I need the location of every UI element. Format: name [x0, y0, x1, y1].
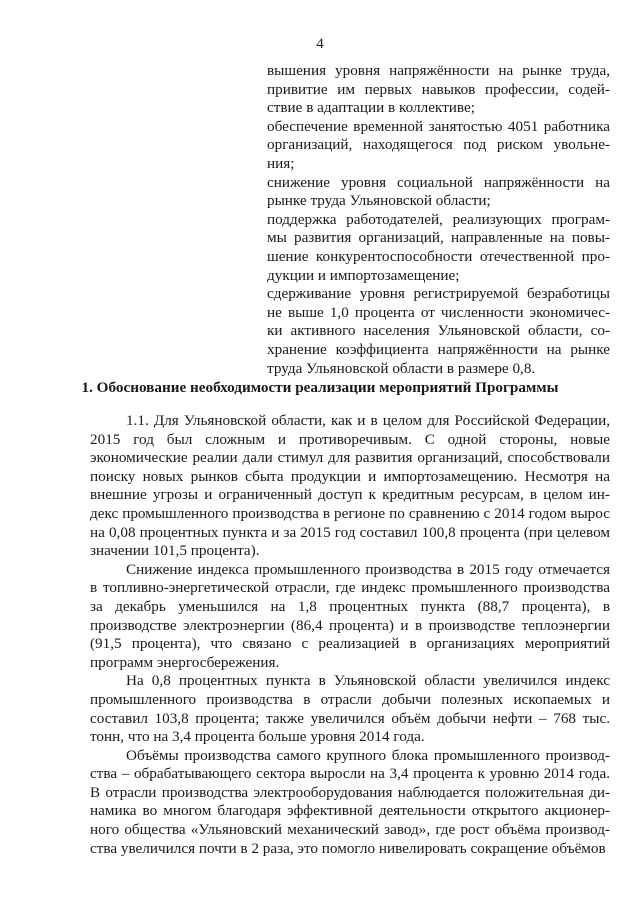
page-number: 4	[316, 36, 324, 52]
goals-list	[267, 62, 610, 378]
paragraph: На 0,8 процентных пункта в Ульяновской области увеличился индекс промышленного производства в отрасли добычи полезных ископаемых и составил 103,8 процента; также увеличился объём добычи нефти – 768 тыс. тонн, что на 3,4 процента больше уровня 2014 года.	[90, 672, 610, 746]
goal-item: снижение уровня социальной напряжённости на рынке труда Ульяновской области;	[267, 173, 610, 210]
goal-item: поддержка работодателей, реализующих програм-мы развития организаций, направленные на повы-шение конкурентоспособности отечественной про-дукции и импортозамещение;	[267, 210, 610, 284]
goal-item: вышения уровня напряжённости на рынке труда, привитие им первых навыков профессии, содей-ствие в адаптации в коллективе;	[267, 62, 610, 117]
paragraph: 1.1. Для Ульяновской области, как и в целом для Российской Федерации, 2015 год был сложным и противоречивым. С одной стороны, новые экономические реалии дали стимул для развития организаций, способствовали поиску новых рынков сбыта продукции и импортозамещению. Несмотря на внешние угрозы и ограниченный доступ к кредитным ресурсам, в целом ин-декс промышленного производства в регионе по сравнению с 2014 годом вырос на 0,08 процентных пункта и за 2015 год составил 100,8 процента (при целевом значении 101,5 процента).	[90, 412, 610, 560]
paragraph: Объёмы производства самого крупного блока промышленного производ-ства – обрабатывающего сектора выросли на 3,4 процента к уровню 2014 года. В отрасли производства электрооборудования наблюдается положительная ди-намика во многом благодаря эффективной деятельности открытого акционер-ного общества «Ульяновский механический завод», где рост объёма производ-ства увеличился почти в 2 раза, это помогло нивелировать сокращение объёмов	[90, 746, 610, 857]
paragraph: Снижение индекса промышленного производства в 2015 году отмечается в топливно-энергетической отрасли, где индекс промышленного производства за декабрь уменьшился на 1,8 процентных пункта (88,7 процента), в производстве электроэнергии (86,4 процента) и в производстве теплоэнергии (91,5 процента), что связано с реализацией в организациях мероприятий программ энергосбережения.	[90, 560, 610, 671]
goal-item: сдерживание уровня регистрируемой безработицы не выше 1,0 процента от численности экономичес-ки активного населения Ульяновской области, со-хранение коэффициента напряжённости на рынке труда Ульяновской области в размере 0,8.	[267, 285, 610, 377]
goal-item: обеспечение временной занятостью 4051 работника организаций, находящегося под риском увольне-ния;	[267, 117, 610, 172]
section-heading: 1. Обоснование необходимости реализации мероприятий Программы	[81, 379, 559, 396]
main-text	[90, 412, 610, 858]
